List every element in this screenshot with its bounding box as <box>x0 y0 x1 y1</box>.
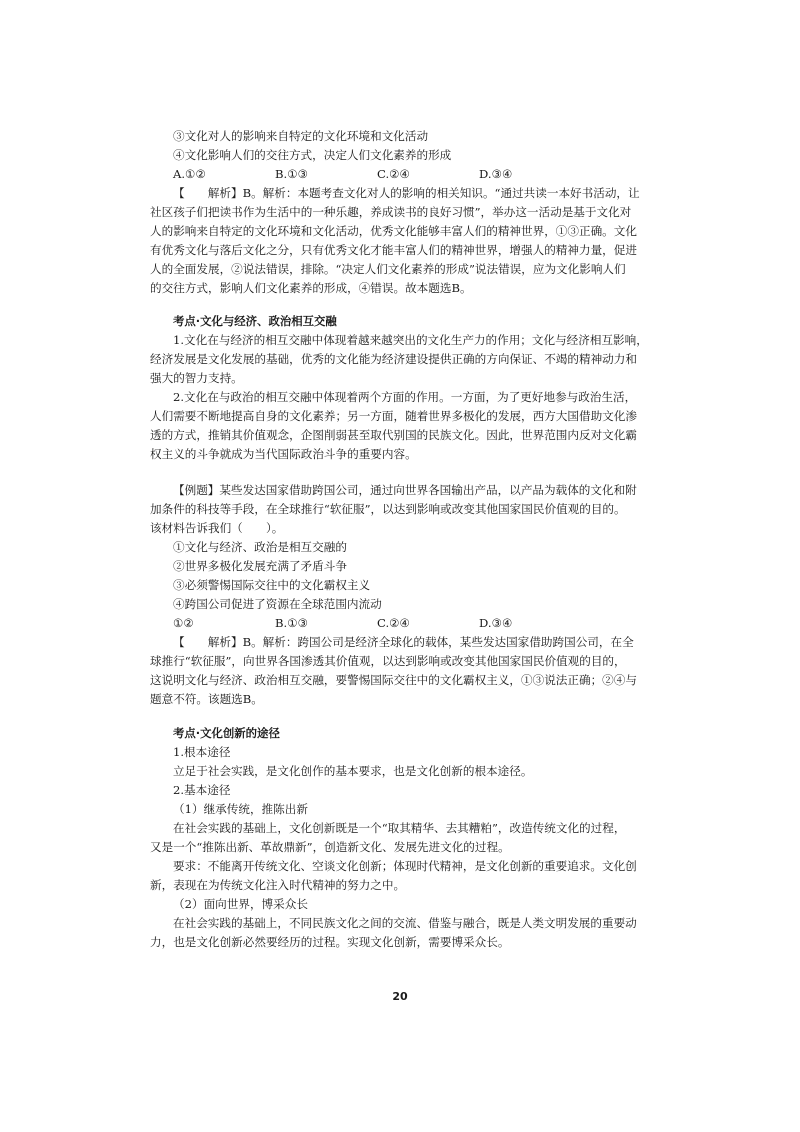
question-stem-line: 加条件的科技等手段，在全球推行“软征服”，以达到影响或改变其他国家国民价值观的目的。 <box>150 502 626 516</box>
paragraph-line: 力，也是文化创新必然要经历的过程。实现文化创新，需要博采众长。 <box>150 935 510 949</box>
choice-item-4: ④文化影响人们的交往方式，决定人们文化素养的形成 <box>173 148 452 162</box>
paragraph-line: 在社会实践的基础上，文化创新既是一个“取其精华、去其糟粕”，改造传统文化的过程， <box>173 821 626 835</box>
analysis-block <box>150 184 655 298</box>
paragraph-line: 权主义的斗争就成为当代国际政治斗争的重要内容。 <box>150 447 417 461</box>
analysis-line: 球推行“软征服”，向世界各国渗透其价值观，以达到影响或改变其他国家国民价值观的目的， <box>150 654 626 668</box>
paragraph-line: 1.文化在与经济的相互交融中体现着越来越突出的文化生产力的作用；文化与经济相互影响， <box>173 333 648 347</box>
option-c: C.②④ <box>377 167 410 181</box>
question-stem-line: 该材料告诉我们（ ）。 <box>150 521 284 535</box>
option-d: D.③④ <box>479 616 513 630</box>
section-heading: 考点·文化创新的途径 <box>173 726 280 740</box>
paragraph-line: 要求：不能离开传统文化、空谈文化创新；体现时代精神，是文化创新的重要追求。文化创 <box>173 859 637 873</box>
example-question <box>150 481 655 709</box>
option-b: B.①③ <box>275 167 308 181</box>
analysis-line: 的交往方式，影响人们文化素养的形成，④错误。故本题选B。 <box>150 281 472 295</box>
paragraph-line: 人们需要不断地提高自身的文化素养；另一方面，随着世界多极化的发展，西方大国借助文化渗 <box>150 409 637 423</box>
subheading: 1.根本途径 <box>173 745 231 759</box>
answer-options <box>150 165 655 184</box>
page-number: 20 <box>392 990 408 1003</box>
subheading: 2.基本途径 <box>173 783 231 797</box>
choice-item-1: ①文化与经济、政治是相互交融的 <box>173 540 347 554</box>
way-1-title: （1）继承传统，推陈出新 <box>173 802 308 816</box>
analysis-line: 社区孩子们把读书作为生活中的一种乐趣，养成读书的良好习惯”，举办这一活动是基于文化对 <box>150 205 632 219</box>
paragraph-line: 2.文化在与政治的相互交融中体现着两个方面的作用。一方面，为了更好地参与政治生活， <box>173 390 637 404</box>
way-2-title: （2）面向世界，博采众长 <box>173 897 308 911</box>
choice-item-4: ④跨国公司促进了资源在全球范围内流动 <box>173 597 382 611</box>
analysis-line: 题意不符。该题选B。 <box>150 692 263 706</box>
paragraph-line: 立足于社会实践，是文化创作的基本要求，也是文化创新的根本途径。 <box>173 764 533 778</box>
paragraph-line: 在社会实践的基础上，不同民族文化之间的交流、借鉴与融合，既是人类文明发展的重要动 <box>173 916 637 930</box>
choice-item-2: ②世界多极化发展充满了矛盾斗争 <box>173 559 347 573</box>
option-d: D.③④ <box>479 167 513 181</box>
paragraph-line: 透的方式，推销其价值观念，企图削弱甚至取代别国的民族文化。因此，世界范围内反对文化霸 <box>150 428 637 442</box>
analysis-block <box>150 633 655 709</box>
option-b: B.①③ <box>275 616 308 630</box>
paragraph-line: 经济发展是文化发展的基础，优秀的文化能为经济建设提供正确的方向保证、不竭的精神动力和 <box>150 352 637 366</box>
choice-item-3: ③文化对人的影响来自特定的文化环境和文化活动 <box>173 129 429 143</box>
section-point-1 <box>150 331 655 388</box>
document-page <box>150 127 655 952</box>
paragraph-line: 又是一个“推陈出新、革故鼎新”，创造新文化、发展先进文化的过程。 <box>150 840 510 854</box>
option-c: C.②④ <box>377 616 410 630</box>
analysis-line: 【 解析】B。解析：跨国公司是经济全球化的载体，某些发达国家借助跨国公司，在全 <box>173 635 634 649</box>
paragraph-line: 新，表现在为传统文化注入时代精神的努力之中。 <box>150 878 406 892</box>
analysis-line: 这说明文化与经济、政治相互交融，要警惕国际交往中的文化霸权主义，①③说法正确；②④与 <box>150 673 637 687</box>
analysis-line: 有优秀文化与落后文化之分，只有优秀文化才能丰富人们的精神世界，增强人的精神力量，促进 <box>150 243 637 257</box>
answer-options <box>150 614 655 633</box>
section-heading: 考点·文化与经济、政治相互交融 <box>173 314 337 328</box>
section-point-2 <box>150 388 655 464</box>
question-stem-line: 【例题】某些发达国家借助跨国公司，通过向世界各国输出产品，以产品为载体的文化和附 <box>173 483 637 497</box>
paragraph-line: 强大的智力支持。 <box>150 371 243 385</box>
analysis-line: 【 解析】B。解析：本题考查文化对人的影响的相关知识。“通过共读一本好书活动，让 <box>173 186 640 200</box>
option-a: ①② <box>173 616 194 630</box>
choice-item-3: ③必须警惕国际交往中的文化霸权主义 <box>173 578 371 592</box>
option-a: A.①② <box>173 167 206 181</box>
analysis-line: 人的影响来自特定的文化环境和文化活动，优秀文化能够丰富人们的精神世界，①③正确。文化 <box>150 224 637 238</box>
analysis-line: 人的全面发展，②说法错误，排除。“决定人们文化素养的形成”说法错误，应为文化影响人们 <box>150 262 626 276</box>
